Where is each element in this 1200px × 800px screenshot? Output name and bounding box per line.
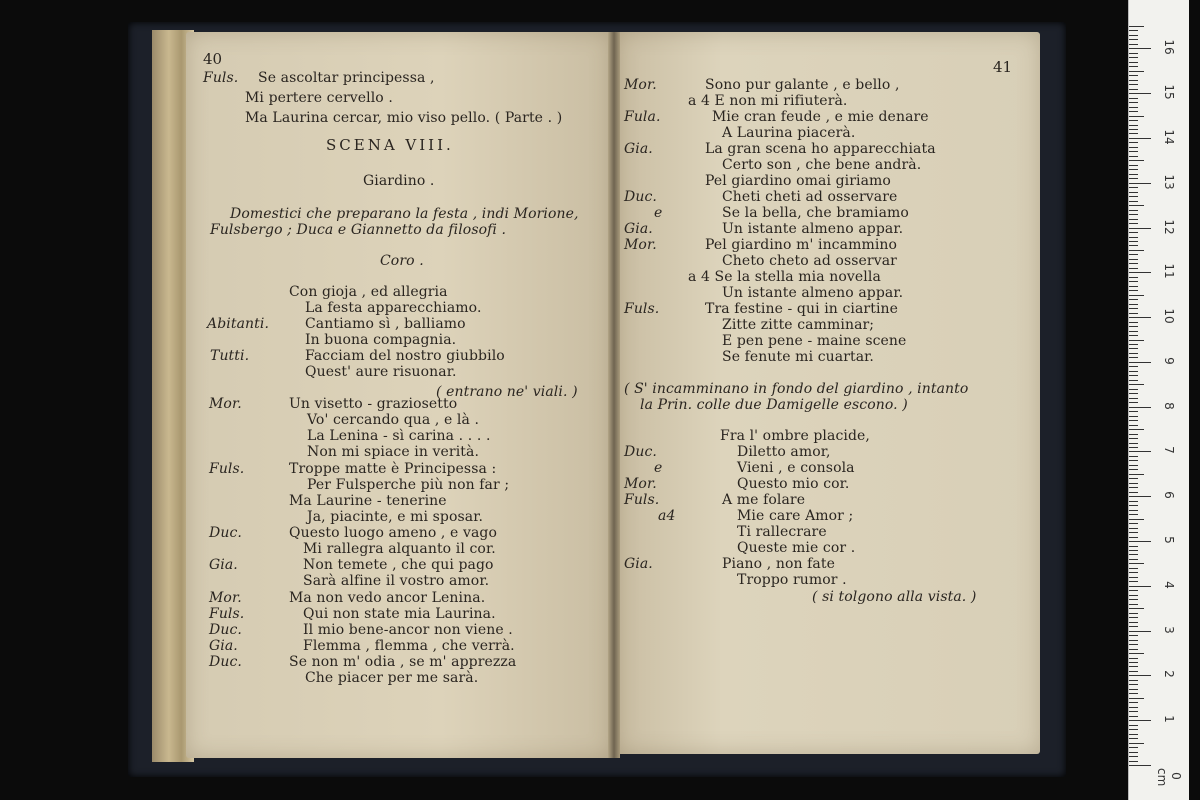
ruler-tick — [1129, 237, 1138, 238]
left-page-text-line: Non mi spiace in verità. — [307, 444, 480, 460]
ruler-tick — [1129, 478, 1138, 479]
ruler-tick — [1129, 348, 1138, 349]
right-page-text-line: Sono pur galante , e bello , — [705, 77, 900, 93]
left-page-speaker-name: Mor. — [209, 590, 242, 606]
ruler-tick — [1129, 281, 1138, 282]
ruler-tick — [1129, 532, 1138, 533]
ruler-tick — [1129, 125, 1138, 126]
ruler-number: 11 — [1162, 263, 1176, 279]
ruler-tick — [1129, 519, 1144, 520]
ruler-tick — [1129, 456, 1138, 457]
ruler-tick — [1129, 326, 1138, 327]
ruler-tick — [1129, 711, 1138, 712]
ruler-tick — [1129, 514, 1138, 515]
right-page-speaker-name: Mor. — [624, 237, 657, 253]
left-page-text-line: Domestici che preparano la festa , indi Morione, — [230, 206, 579, 222]
right-page-text-line: Zitte zitte camminar; — [722, 317, 875, 333]
ruler-tick — [1129, 666, 1138, 667]
right-page-speaker-name: Gia. — [624, 141, 653, 157]
left-page-text-line: In buona compagnia. — [305, 332, 457, 348]
ruler-tick — [1129, 443, 1138, 444]
ruler-tick — [1129, 142, 1138, 143]
ruler-tick — [1129, 393, 1138, 394]
ruler-tick — [1129, 228, 1151, 229]
ruler-tick — [1129, 434, 1138, 435]
ruler-tick — [1129, 707, 1138, 708]
ruler-tick — [1129, 277, 1138, 278]
right-page-text-line: Un istante almeno appar. — [722, 221, 904, 237]
ruler-tick — [1129, 98, 1138, 99]
right-page-text-line: E pen pene - maine scene — [722, 333, 907, 349]
ruler-tick — [1129, 725, 1138, 726]
ruler-tick — [1129, 30, 1138, 31]
right-page-text-line: Tra festine - qui in ciartine — [705, 301, 899, 317]
right-page-number: 41 — [993, 58, 1013, 76]
ruler-number: 4 — [1162, 581, 1176, 589]
ruler-tick — [1129, 675, 1151, 676]
right-page-text-line: Se fenute mi cuartar. — [722, 349, 874, 365]
ruler-tick — [1129, 196, 1138, 197]
ruler-tick — [1129, 537, 1138, 538]
ruler-tick — [1129, 57, 1138, 58]
ruler-tick — [1129, 649, 1138, 650]
ruler-tick — [1129, 581, 1138, 582]
ruler-tick — [1129, 505, 1138, 506]
ruler-tick — [1129, 586, 1151, 587]
ruler-tick — [1129, 689, 1138, 690]
ruler-tick — [1129, 743, 1144, 744]
ruler-tick — [1129, 599, 1138, 600]
ruler-tick — [1129, 572, 1138, 573]
right-page-text-line: ( S' incamminano in fondo del giardino , intanto — [624, 381, 969, 397]
ruler-tick — [1129, 451, 1151, 452]
left-page-text-line: Un visetto - graziosetto — [289, 396, 458, 412]
ruler-tick — [1129, 129, 1138, 130]
ruler-tick — [1129, 702, 1138, 703]
ruler-tick — [1129, 693, 1138, 694]
ruler-tick — [1129, 554, 1138, 555]
left-page-text-line: Vo' cercando qua , e là . — [307, 412, 480, 428]
left-page-text-line: Se ascoltar principessa , — [258, 70, 435, 86]
ruler-tick — [1129, 474, 1144, 475]
book-gutter — [608, 32, 620, 758]
ruler-tick — [1129, 568, 1138, 569]
left-page-text-line: SCENA VIII. — [326, 136, 454, 154]
right-page-text-line: A Laurina piacerà. — [722, 125, 856, 141]
ruler-tick — [1129, 151, 1138, 152]
ruler-number: 15 — [1162, 84, 1176, 100]
ruler-tick — [1129, 39, 1138, 40]
left-page-text-line: Troppe matte è Principessa : — [289, 461, 497, 477]
ruler-number: 9 — [1162, 357, 1176, 365]
ruler-tick — [1129, 263, 1138, 264]
right-page-text-line: a 4 Se la stella mia novella — [688, 269, 881, 285]
ruler-tick — [1129, 662, 1138, 663]
right-page-speaker-name: e — [654, 205, 663, 221]
right-page-text-line: A me folare — [722, 492, 806, 508]
ruler-tick — [1129, 169, 1138, 170]
right-page-speaker-name: Fula. — [624, 109, 661, 125]
ruler-tick — [1129, 174, 1138, 175]
ruler-tick — [1129, 295, 1144, 296]
ruler-tick — [1129, 487, 1138, 488]
right-page-text-line: Cheto cheto ad osservar — [722, 253, 897, 269]
ruler-tick — [1129, 747, 1138, 748]
ruler-tick — [1129, 402, 1138, 403]
ruler-tick — [1129, 671, 1138, 672]
ruler-tick — [1129, 416, 1138, 417]
ruler-tick — [1129, 165, 1138, 166]
ruler-tick — [1129, 680, 1138, 681]
left-page-speaker-name: Tutti. — [210, 348, 250, 364]
ruler-tick — [1129, 528, 1138, 529]
ruler-tick — [1129, 501, 1138, 502]
ruler-tick — [1129, 214, 1138, 215]
ruler-tick — [1129, 241, 1138, 242]
right-page-speaker-name: Duc. — [624, 444, 657, 460]
right-page-text-line: a 4 E non mi rifiuterà. — [688, 93, 848, 109]
ruler-tick — [1129, 160, 1144, 161]
ruler-tick — [1129, 366, 1138, 367]
ruler-tick — [1129, 635, 1138, 636]
ruler-tick — [1129, 205, 1144, 206]
left-page-speaker-name: Fuls. — [203, 70, 239, 86]
left-page-text-line: Sarà alfine il vostro amor. — [303, 573, 490, 589]
ruler-number: 8 — [1162, 401, 1176, 410]
left-page-speaker-name: Gia. — [209, 638, 238, 654]
left-page-text-line: La festa apparecchiamo. — [305, 300, 482, 316]
ruler-tick — [1129, 80, 1138, 81]
ruler-tick — [1129, 201, 1138, 202]
ruler-tick — [1129, 577, 1138, 578]
right-page-speaker-name: Duc. — [624, 189, 657, 205]
ruler-tick — [1129, 523, 1138, 524]
ruler-tick — [1129, 322, 1138, 323]
right-page-text-line: Mie care Amor ; — [737, 508, 854, 524]
ruler-tick — [1129, 496, 1151, 497]
left-page-text-line: Cantiamo sì , balliamo — [305, 316, 466, 332]
left-page-text-line: Giardino . — [363, 173, 435, 189]
left-page-number: 40 — [203, 50, 223, 68]
right-page-text-line: Diletto amor, — [737, 444, 831, 460]
left-page-text-line: Ma Laurine - tenerine — [289, 493, 447, 509]
ruler-tick — [1129, 483, 1138, 484]
ruler-tick — [1129, 756, 1138, 757]
ruler-tick — [1129, 183, 1151, 184]
ruler-tick — [1129, 66, 1138, 67]
ruler-tick — [1129, 250, 1144, 251]
ruler-tick — [1129, 340, 1144, 341]
ruler-tick — [1129, 469, 1138, 470]
ruler-tick — [1129, 102, 1138, 103]
left-page-text-line: Che piacer per me sarà. — [305, 670, 479, 686]
ruler-tick — [1129, 147, 1138, 148]
ruler-tick — [1129, 541, 1151, 542]
ruler-tick — [1129, 317, 1151, 318]
ruler-tick — [1129, 254, 1138, 255]
ruler-tick — [1129, 738, 1138, 739]
right-page-text-line: Se la bella, che bramiamo — [722, 205, 909, 221]
ruler-tick — [1129, 299, 1138, 300]
ruler-number: 3 — [1162, 625, 1176, 634]
ruler-tick — [1129, 89, 1138, 90]
ruler-tick — [1129, 389, 1138, 390]
ruler-tick — [1129, 425, 1138, 426]
ruler-number: 5 — [1162, 536, 1176, 544]
ruler-tick — [1129, 622, 1138, 623]
ruler-tick — [1129, 631, 1151, 632]
ruler-tick — [1129, 313, 1138, 314]
right-page-text-line: Ti rallecrare — [737, 524, 827, 540]
ruler-tick — [1129, 644, 1138, 645]
ruler-tick — [1129, 290, 1138, 291]
ruler-tick — [1129, 272, 1151, 273]
left-page-text-line: Con gioja , ed allegria — [289, 284, 448, 300]
right-page-text-line: Troppo rumor . — [737, 572, 847, 588]
ruler-tick — [1129, 411, 1138, 412]
ruler-tick — [1129, 111, 1138, 112]
left-page-speaker-name: Abitanti. — [207, 316, 269, 332]
left-page-speaker-name: Duc. — [209, 654, 242, 670]
ruler-tick — [1129, 546, 1138, 547]
ruler-tick — [1129, 335, 1138, 336]
ruler-tick — [1129, 75, 1138, 76]
ruler-tick — [1129, 268, 1138, 269]
right-page-text-line: Questo mio cor. — [737, 476, 850, 492]
ruler-tick — [1129, 613, 1138, 614]
ruler-tick — [1129, 604, 1138, 605]
left-page-text-line: Ma non vedo ancor Lenina. — [289, 590, 486, 606]
ruler-tick — [1129, 219, 1138, 220]
ruler-tick — [1129, 734, 1138, 735]
ruler-tick — [1129, 398, 1138, 399]
ruler-number: 7 — [1162, 446, 1176, 455]
ruler-tick — [1129, 590, 1138, 591]
ruler-tick — [1129, 353, 1138, 354]
measurement-ruler — [1128, 0, 1189, 800]
ruler-tick — [1129, 71, 1144, 72]
left-page-speaker-name: Gia. — [209, 557, 238, 573]
ruler-tick — [1129, 420, 1138, 421]
left-page-text-line: Questo luogo ameno , e vago — [289, 525, 498, 541]
ruler-tick — [1129, 245, 1138, 246]
ruler-tick — [1129, 62, 1138, 63]
ruler-tick — [1129, 752, 1138, 753]
ruler-tick — [1129, 617, 1138, 618]
ruler-tick — [1129, 407, 1151, 408]
left-page-text-line: Coro . — [380, 253, 424, 269]
ruler-tick — [1129, 658, 1138, 659]
ruler-tick — [1129, 447, 1138, 448]
ruler-tick — [1129, 550, 1138, 551]
ruler-tick — [1129, 375, 1138, 376]
left-page-text-line: Fulsbergo ; Duca e Giannetto da filosofi . — [210, 222, 507, 238]
ruler-tick — [1129, 608, 1144, 609]
ruler-tick — [1129, 133, 1138, 134]
left-page-text-line: ( entrano ne' viali. ) — [436, 384, 578, 400]
ruler-number: 1 — [1162, 715, 1176, 724]
ruler-tick — [1129, 362, 1151, 363]
ruler-number: 10 — [1162, 308, 1176, 324]
ruler-tick — [1129, 26, 1144, 27]
left-page-text-line: Qui non state mia Laurina. — [303, 606, 496, 622]
ruler-tick — [1129, 120, 1138, 121]
left-page-text-line: Mi pertere cervello . — [245, 90, 393, 106]
left-page-text-line: Per Fulsperche più non far ; — [307, 477, 510, 493]
ruler-tick — [1129, 178, 1138, 179]
ruler-number: 6 — [1162, 491, 1176, 500]
left-page-text-line: La Lenina - sì carina . . . . — [307, 428, 491, 444]
ruler-tick — [1129, 35, 1138, 36]
ruler-tick — [1129, 286, 1138, 287]
right-page-text-line: La gran scena ho apparecchiata — [705, 141, 936, 157]
left-page-text-line: Se non m' odia , se m' apprezza — [289, 654, 517, 670]
ruler-tick — [1129, 93, 1151, 94]
right-page-text-line: Un istante almeno appar. — [722, 285, 904, 301]
ruler-tick — [1129, 138, 1151, 139]
ruler-tick — [1129, 223, 1138, 224]
ruler-tick — [1129, 259, 1138, 260]
left-page-text-line: Il mio bene-ancor non viene . — [303, 622, 513, 638]
ruler-tick — [1129, 429, 1144, 430]
ruler-tick — [1129, 44, 1138, 45]
ruler-tick — [1129, 698, 1144, 699]
ruler-tick — [1129, 595, 1138, 596]
right-page-speaker-name: a4 — [658, 508, 676, 524]
ruler-tick — [1129, 684, 1138, 685]
ruler-tick — [1129, 308, 1138, 309]
right-page-text-line: ( si tolgono alla vista. ) — [812, 589, 977, 605]
ruler-tick — [1129, 729, 1138, 730]
right-page-text-line: Certo son , che bene andrà. — [722, 157, 922, 173]
ruler-tick — [1129, 465, 1138, 466]
ruler-tick — [1129, 720, 1151, 721]
ruler-tick — [1129, 765, 1151, 766]
right-page-speaker-name: Gia. — [624, 221, 653, 237]
ruler-unit-label: 0 cm — [1155, 768, 1183, 787]
ruler-tick — [1129, 626, 1138, 627]
left-page-text-line: Ma Laurina cercar, mio viso pello. ( Parte . ) — [245, 110, 563, 126]
left-page-text-line: Flemma , flemma , che verrà. — [303, 638, 515, 654]
ruler-tick — [1129, 653, 1144, 654]
ruler-tick — [1129, 53, 1138, 54]
ruler-tick — [1129, 559, 1138, 560]
ruler-tick — [1129, 84, 1138, 85]
right-page-text-line: Cheti cheti ad osservare — [722, 189, 898, 205]
left-page-speaker-name: Fuls. — [209, 461, 245, 477]
left-page-text-line: Ja, piacinte, e mi sposar. — [307, 509, 484, 525]
ruler-number: 14 — [1162, 129, 1176, 145]
right-page-text-line: Mie cran feude , e mie denare — [712, 109, 929, 125]
right-page-speaker-name: Fuls. — [624, 301, 660, 317]
right-page-text-line: Queste mie cor . — [737, 540, 856, 556]
ruler-tick — [1129, 344, 1138, 345]
ruler-tick — [1129, 510, 1138, 511]
ruler-tick — [1129, 331, 1138, 332]
left-page-text-line: Quest' aure risuonar. — [305, 364, 457, 380]
left-page-speaker-name: Duc. — [209, 525, 242, 541]
right-page-speaker-name: Fuls. — [624, 492, 660, 508]
ruler-tick — [1129, 384, 1144, 385]
left-page-text-line: Non temete , che qui pago — [303, 557, 494, 573]
left-page-text-line: Mi rallegra alquanto il cor. — [303, 541, 496, 557]
right-page-speaker-name: Mor. — [624, 77, 657, 93]
right-page-text-line: Vieni , e consola — [737, 460, 855, 476]
ruler-tick — [1129, 640, 1138, 641]
ruler-tick — [1129, 761, 1138, 762]
right-page-speaker-name: e — [654, 460, 663, 476]
right-page-speaker-name: Gia. — [624, 556, 653, 572]
ruler-tick — [1129, 210, 1138, 211]
ruler-tick — [1129, 563, 1144, 564]
ruler-tick — [1129, 48, 1151, 49]
ruler-tick — [1129, 304, 1138, 305]
ruler-number: 12 — [1162, 218, 1176, 235]
ruler-number: 13 — [1162, 174, 1176, 190]
right-page-text-line: Piano , non fate — [722, 556, 835, 572]
ruler-tick — [1129, 492, 1138, 493]
ruler-tick — [1129, 192, 1138, 193]
ruler-tick — [1129, 156, 1138, 157]
ruler-number: 16 — [1162, 39, 1176, 56]
ruler-tick — [1129, 460, 1138, 461]
ruler-number: 2 — [1162, 670, 1176, 679]
ruler-tick — [1129, 438, 1138, 439]
ruler-tick — [1129, 232, 1138, 233]
ruler-tick — [1129, 116, 1144, 117]
ruler-tick — [1129, 380, 1138, 381]
left-page-speaker-name: Fuls. — [209, 606, 245, 622]
ruler-tick — [1129, 716, 1138, 717]
ruler-tick — [1129, 371, 1138, 372]
left-page-speaker-name: Duc. — [209, 622, 242, 638]
left-page-speaker-name: Mor. — [209, 396, 242, 412]
ruler-tick — [1129, 107, 1138, 108]
left-page-text-line: Facciam del nostro giubbilo — [305, 348, 505, 364]
ruler-tick — [1129, 357, 1138, 358]
ruler-tick — [1129, 187, 1138, 188]
right-page-text-line: Pel giardino omai giriamo — [705, 173, 891, 189]
right-page-text-line: Fra l' ombre placide, — [720, 428, 870, 444]
right-page-speaker-name: Mor. — [624, 476, 657, 492]
right-page-text-line: Pel giardino m' incammino — [705, 237, 898, 253]
right-page-text-line: la Prin. colle due Damigelle escono. ) — [640, 397, 908, 413]
